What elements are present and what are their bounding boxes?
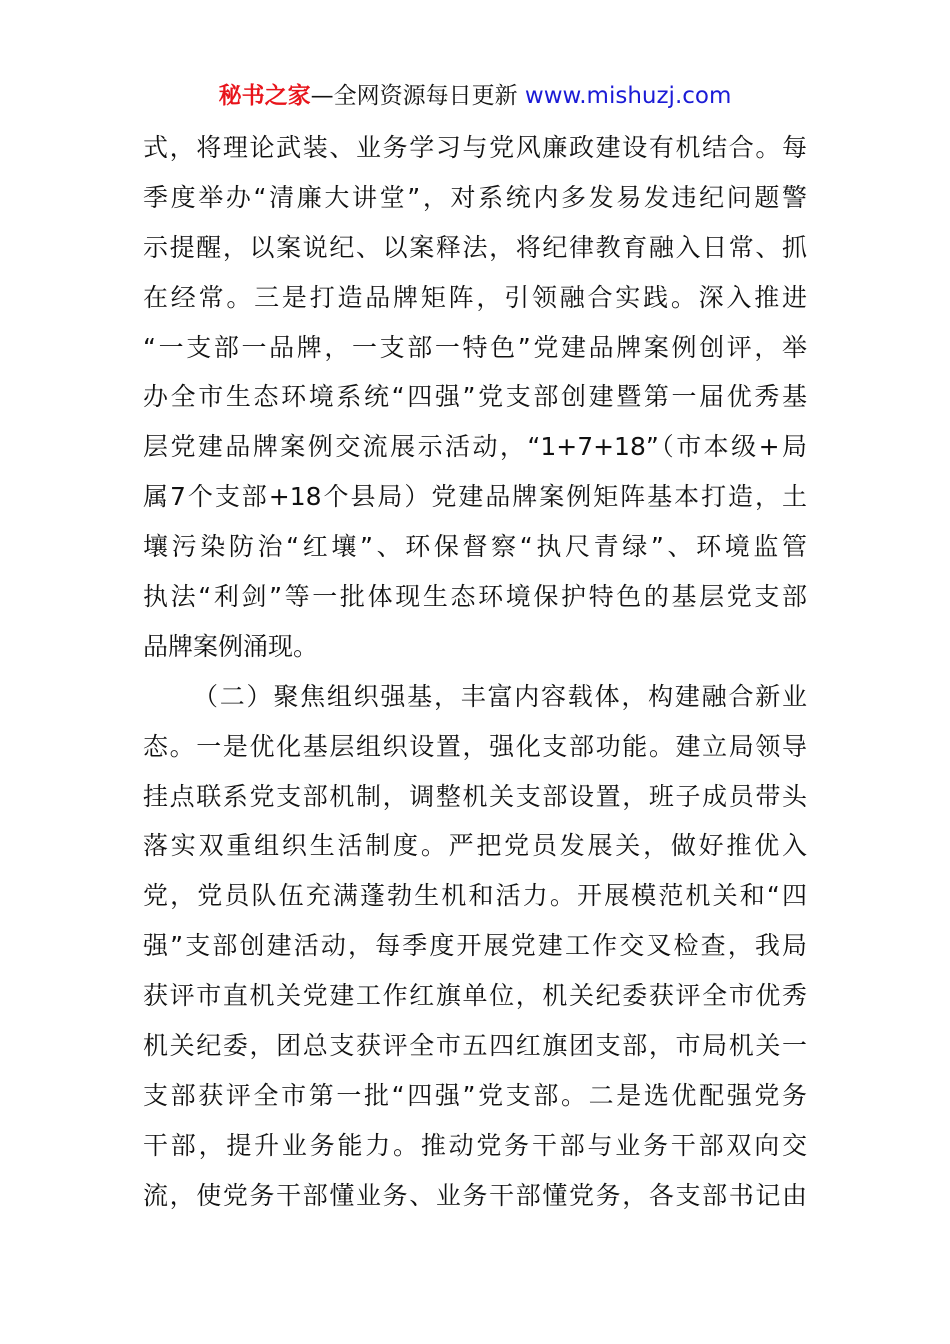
text-line: “一支部一品牌，一支部一特色”党建品牌案例创评，举: [143, 332, 807, 362]
text-line: 执法“利剑”等一批体现生态环境保护特色的基层党支部: [143, 582, 807, 612]
text-line: 强”支部创建活动，每季度开展党建工作交叉检查，我局: [143, 931, 807, 961]
site-header: [0, 80, 950, 112]
document-body: [143, 123, 807, 1221]
text-line: 层党建品牌案例交流展示活动，“1+7+18”（市本级+局: [143, 432, 807, 462]
brand-name: 秘书之家: [218, 83, 311, 109]
paragraph-end-line: 品牌案例涌现。: [143, 631, 319, 661]
text-line: 办全市生态环境系统“四强”党支部创建暨第一届优秀基: [143, 382, 807, 412]
text-line: 态。一是优化基层组织设置，强化支部功能。建立局领导: [143, 731, 807, 761]
site-url-link[interactable]: www.mishuzj.com: [524, 83, 732, 109]
section-heading-line: （二）聚焦组织强基，丰富内容载体，构建融合新业: [193, 681, 807, 711]
text-line: 季度举办“清廉大讲堂”，对系统内多发易发违纪问题警: [143, 182, 807, 212]
text-line: 机关纪委，团总支获评全市五四红旗团支部，市局机关一: [143, 1031, 807, 1061]
text-line: 流，使党务干部懂业务、业务干部懂党务，各支部书记由: [143, 1180, 807, 1210]
text-line: 落实双重组织生活制度。严把党员发展关，做好推优入: [143, 831, 807, 861]
text-line: 支部获评全市第一批“四强”党支部。二是选优配强党务: [143, 1080, 807, 1110]
text-line: 壤污染防治“红壤”、环保督察“执尺青绿”、环境监管: [143, 532, 807, 562]
text-line: 获评市直机关党建工作红旗单位，机关纪委获评全市优秀: [143, 981, 807, 1011]
text-line: 在经常。三是打造品牌矩阵，引领融合实践。深入推进: [143, 282, 807, 312]
text-line: 党，党员队伍充满蓬勃生机和活力。开展模范机关和“四: [143, 881, 807, 911]
text-line: 式，将理论武装、业务学习与党风廉政建设有机结合。每: [143, 133, 807, 162]
text-line: 示提醒，以案说纪、以案释法，将纪律教育融入日常、抓: [143, 232, 807, 262]
text-line: 挂点联系党支部机制，调整机关支部设置，班子成员带头: [143, 781, 807, 811]
text-line: 干部，提升业务能力。推动党务干部与业务干部双向交: [143, 1130, 807, 1160]
header-slogan: —全网资源每日更新: [310, 83, 525, 109]
text-line: 属7个支部+18个县局）党建品牌案例矩阵基本打造，土: [143, 482, 807, 512]
